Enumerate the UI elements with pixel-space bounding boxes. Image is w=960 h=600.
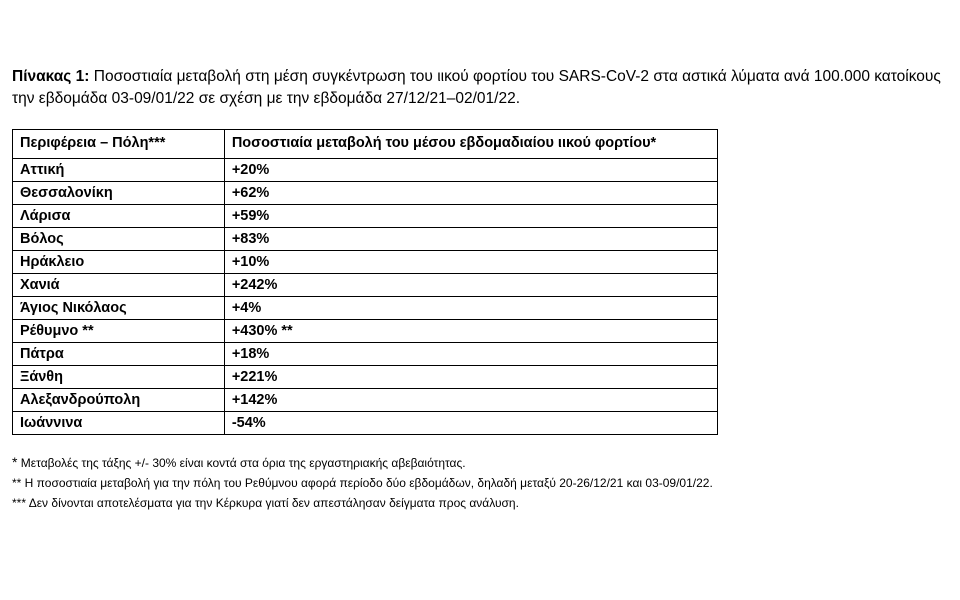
cell-change: +83% <box>224 228 717 251</box>
cell-change: +142% <box>224 389 717 412</box>
table-row <box>13 228 718 251</box>
table-row <box>13 159 718 182</box>
cell-change: +20% <box>224 159 717 182</box>
cell-change: +4% <box>224 297 717 320</box>
table-row <box>13 343 718 366</box>
table-row <box>13 366 718 389</box>
cell-city: Ηράκλειο <box>13 251 225 274</box>
cell-city: Αττική <box>13 159 225 182</box>
cell-change: +221% <box>224 366 717 389</box>
cell-city: Άγιος Νικόλαος <box>13 297 225 320</box>
cell-city: Ρέθυμνο ** <box>13 320 225 343</box>
table-row <box>13 205 718 228</box>
cell-change: +59% <box>224 205 717 228</box>
footnote <box>12 473 713 493</box>
footnote <box>12 493 713 513</box>
cell-city: Βόλος <box>13 228 225 251</box>
footnote-text: Δεν δίνονται αποτελέσματα για την Κέρκυρα γιατί δεν απεστάλησαν δείγματα προς ανάλυση. <box>26 496 519 510</box>
table-row <box>13 297 718 320</box>
header-percent-change: Ποσοστιαία μεταβολή του μέσου εβδομαδιαίου ιικού φορτίου* <box>224 130 717 159</box>
footnote-text: Η ποσοστιαία μεταβολή για την πόλη του Ρεθύμνου αφορά περίοδο δύο εβδομάδων, δηλαδή μεταξύ 20-26/12/21 και 03-09/01/22. <box>21 476 713 490</box>
table-row <box>13 274 718 297</box>
viral-load-table <box>12 129 718 435</box>
caption-text: Ποσοστιαία μεταβολή στη μέση συγκέντρωση του ιικού φορτίου του SARS-CoV-2 στα αστικά λύματα ανά 100.000 κατοίκους την εβδομάδα 03-09/01/22 σε σχέση με την εβδομάδα 27/12/21–02/01/22. <box>12 68 941 107</box>
cell-change: +18% <box>224 343 717 366</box>
table-row <box>13 182 718 205</box>
cell-city: Θεσσαλονίκη <box>13 182 225 205</box>
cell-city: Ξάνθη <box>13 366 225 389</box>
footnote-text: Μεταβολές της τάξης +/- 30% είναι κοντά στα όρια της εργαστηριακής αβεβαιότητας. <box>17 456 466 470</box>
cell-change: +10% <box>224 251 717 274</box>
header-region-city: Περιφέρεια – Πόλη*** <box>13 130 225 159</box>
cell-city: Λάρισα <box>13 205 225 228</box>
footnote-marker: ** <box>12 476 22 490</box>
caption-label: Πίνακας 1: <box>12 68 90 85</box>
cell-city: Αλεξανδρούπολη <box>13 389 225 412</box>
cell-city: Ιωάννινα <box>13 412 225 435</box>
table-row <box>13 251 718 274</box>
cell-change: -54% <box>224 412 717 435</box>
table-row <box>13 320 718 343</box>
footnote <box>12 452 713 473</box>
cell-city: Χανιά <box>13 274 225 297</box>
cell-change: +430% ** <box>224 320 717 343</box>
table-header-row <box>13 130 718 159</box>
table-row <box>13 412 718 435</box>
cell-city: Πάτρα <box>13 343 225 366</box>
table-row <box>13 389 718 412</box>
footnote-marker: *** <box>12 496 27 510</box>
cell-change: +62% <box>224 182 717 205</box>
footnote-marker: * <box>12 454 18 470</box>
footnotes <box>12 452 713 513</box>
table-caption <box>12 66 952 110</box>
cell-change: +242% <box>224 274 717 297</box>
